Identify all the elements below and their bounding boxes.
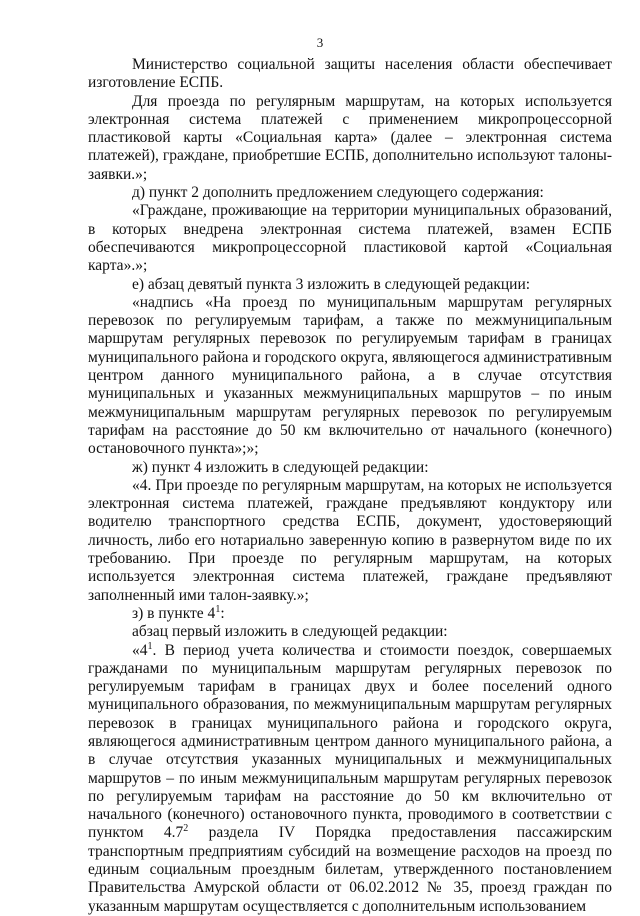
paragraph-text: раздела IV Порядка предоставления пассажирским транспортным предприятиям субсидий на возмещение расходов на проезд по единым социальным проездным билетам, утвержденного постановлением Правительства Амурской области от 06.02.2012 № 35, проезд граждан по указанным маршрутам осуществляется с дополнительным использованием — [88, 824, 613, 915]
paragraph: «надпись «На проезд по муниципальным маршрутам регулярных перевозок по регулируемым тарифам, а также по межмуниципальным маршрутам регулярных перевозок по регулируемым тарифам в границах муниципального района и городского округа, являющегося административным центром данного муниципального района, а в случае отсутствия муниципальных и указанных межмуниципальных маршрутов – по иным межмуниципальным маршрутам регулярных перевозок по регулируемым тарифам на расстояние до 50 км включительно от начального (конечного) остановочного пункта»;»; — [88, 293, 612, 458]
paragraph: ж) пункт 4 изложить в следующей редакции: — [132, 458, 429, 476]
paragraph: Министерство социальной защиты населения области обеспечивает изготовление ЕСПБ. — [88, 56, 612, 92]
paragraph: абзац первый изложить в следующей редакции: — [132, 623, 448, 641]
paragraph-point-4-1 — [88, 642, 612, 916]
paragraph: «Граждане, проживающие на территории муниципальных образований, в которых внедрена электронная система платежей, взамен ЕСПБ обеспечиваются микропроцессорной пластиковой картой «Социальная карта».»; — [88, 202, 612, 275]
point-z-colon: : — [220, 604, 225, 622]
superscript: 1 — [147, 640, 153, 652]
point-z-text: з) в пункте 4 — [132, 604, 216, 622]
superscript: 2 — [183, 823, 189, 835]
page-number: 3 — [316, 35, 324, 50]
paragraph-text: . В период учета количества и стоимости поездок, совершаемых гражданами по муниципальным маршрутам регулярных перевозок по регулируемым тарифам в границах двух и более поселений одного муниципального образования, по межмуниципальным маршрутам регулярных перевозок в границах муниципального района и городского округа, являющегося административным центром данного муниципального района, а в случае отсутствия указанных муниципальных и межмуниципальных маршрутов – по иным межмуниципальным маршрутам регулярных перевозок по регулируемым тарифам на расстояние до 50 км включительно от начального (конечного) остановочного пункта, проводимого в соответствии с пунктом 4.7 — [88, 641, 612, 842]
document-body — [88, 56, 612, 916]
quote-open: «4 — [132, 641, 148, 659]
superscript: 1 — [215, 603, 221, 615]
paragraph: е) абзац девятый пункта 3 изложить в следующей редакции: — [132, 275, 531, 293]
paragraph: «4. При проезде по регулярным маршрутам, на которых не используется электронная система платежей, граждане предъявляют кондуктору или водителю транспортного средства ЕСПБ, документ, удостоверяющий личность, либо его нотариально заверенную копию в развернутом виде по их требованию. При проезде по регулярным маршрутам, на которых используется электронная система платежей, граждане предъявляют заполненный ими талон-заявку.»; — [88, 476, 612, 604]
paragraph-point-z — [88, 605, 612, 623]
paragraph: д) пункт 2 дополнить предложением следующего содержания: — [132, 184, 544, 202]
paragraph: Для проезда по регулярным маршрутам, на которых используется электронная система платежей с применением микропроцессорной пластиковой карты «Социальная карта» (далее – электронная система платежей), граждане, приобретшие ЕСПБ, дополнительно используют талоны-заявки.»; — [88, 92, 612, 183]
